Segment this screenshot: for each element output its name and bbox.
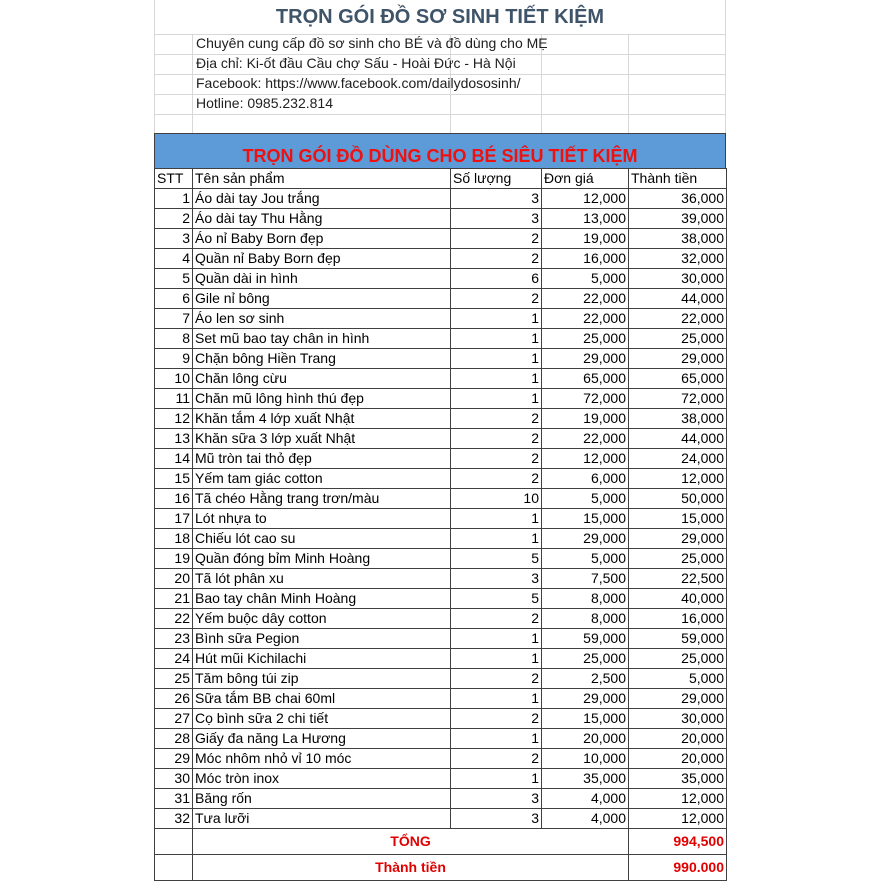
cell-amount: 38,000 bbox=[629, 409, 727, 429]
cell-quantity: 1 bbox=[451, 309, 542, 329]
cell-stt: 14 bbox=[155, 449, 193, 469]
cell-stt: 12 bbox=[155, 409, 193, 429]
table-row bbox=[155, 429, 727, 449]
cell-unit-price: 29,000 bbox=[542, 529, 629, 549]
table-row bbox=[155, 189, 727, 209]
cell-quantity: 2 bbox=[451, 249, 542, 269]
table-body bbox=[155, 189, 727, 829]
cell-unit-price: 12,000 bbox=[542, 189, 629, 209]
table-row bbox=[155, 809, 727, 829]
cell-unit-price: 22,000 bbox=[542, 289, 629, 309]
cell-product-name: Khăn sữa 3 lớp xuất Nhật bbox=[193, 429, 451, 449]
cell-unit-price: 4,000 bbox=[542, 789, 629, 809]
cell-unit-price: 25,000 bbox=[542, 329, 629, 349]
cell-stt: 6 bbox=[155, 289, 193, 309]
table-row bbox=[155, 609, 727, 629]
cell-unit-price: 5,000 bbox=[542, 549, 629, 569]
table-row bbox=[155, 769, 727, 789]
table-row bbox=[155, 269, 727, 289]
column-header-product: Tên sản phẩm bbox=[193, 169, 451, 189]
cell-unit-price: 8,000 bbox=[542, 609, 629, 629]
cell-amount: 29,000 bbox=[629, 529, 727, 549]
cell-stt: 25 bbox=[155, 669, 193, 689]
cell-product-name: Giấy đa năng La Hương bbox=[193, 729, 451, 749]
cell-quantity: 1 bbox=[451, 629, 542, 649]
cell-amount: 35,000 bbox=[629, 769, 727, 789]
cell-stt: 3 bbox=[155, 229, 193, 249]
cell-unit-price: 22,000 bbox=[542, 309, 629, 329]
cell-quantity: 2 bbox=[451, 429, 542, 449]
table-row bbox=[155, 369, 727, 389]
cell-product-name: Chặn bông Hiền Trang bbox=[193, 349, 451, 369]
cell-unit-price: 13,000 bbox=[542, 209, 629, 229]
cell-product-name: Tăm bông túi zip bbox=[193, 669, 451, 689]
table-row bbox=[155, 749, 727, 769]
cell-amount: 30,000 bbox=[629, 709, 727, 729]
cell-amount: 5,000 bbox=[629, 669, 727, 689]
cell-stt: 15 bbox=[155, 469, 193, 489]
cell-stt: 31 bbox=[155, 789, 193, 809]
cell-unit-price: 7,500 bbox=[542, 569, 629, 589]
cell-product-name: Khăn tắm 4 lớp xuất Nhật bbox=[193, 409, 451, 429]
cell-quantity: 3 bbox=[451, 809, 542, 829]
table-row bbox=[155, 569, 727, 589]
cell-product-name: Áo dài tay Thu Hằng bbox=[193, 209, 451, 229]
final-value: 990.000 bbox=[629, 855, 727, 881]
cell-amount: 65,000 bbox=[629, 369, 727, 389]
cell-amount: 36,000 bbox=[629, 189, 727, 209]
cell-quantity: 2 bbox=[451, 409, 542, 429]
gridline bbox=[192, 34, 193, 133]
cell-unit-price: 5,000 bbox=[542, 269, 629, 289]
cell-quantity: 1 bbox=[451, 389, 542, 409]
cell-amount: 22,500 bbox=[629, 569, 727, 589]
cell-amount: 72,000 bbox=[629, 389, 727, 409]
cell-stt: 28 bbox=[155, 729, 193, 749]
cell-product-name: Bình sữa Pegion bbox=[193, 629, 451, 649]
table-header-row bbox=[155, 169, 727, 189]
cell-amount: 44,000 bbox=[629, 289, 727, 309]
cell-amount: 29,000 bbox=[629, 689, 727, 709]
header-block bbox=[154, 0, 726, 133]
cell-unit-price: 22,000 bbox=[542, 429, 629, 449]
cell-stt: 18 bbox=[155, 529, 193, 549]
cell-product-name: Chăn mũ lông hình thú đẹp bbox=[193, 389, 451, 409]
cell-product-name: Áo nỉ Baby Born đẹp bbox=[193, 229, 451, 249]
cell-quantity: 1 bbox=[451, 649, 542, 669]
table-row bbox=[155, 309, 727, 329]
cell-amount: 22,000 bbox=[629, 309, 727, 329]
cell-quantity: 5 bbox=[451, 589, 542, 609]
total-value: 994,500 bbox=[629, 829, 727, 855]
cell-amount: 16,000 bbox=[629, 609, 727, 629]
table-row bbox=[155, 669, 727, 689]
cell-product-name: Tưa lưỡi bbox=[193, 809, 451, 829]
shop-hotline: Hotline: 0985.232.814 bbox=[196, 95, 333, 111]
cell-unit-price: 20,000 bbox=[542, 729, 629, 749]
cell-amount: 12,000 bbox=[629, 789, 727, 809]
cell-quantity: 2 bbox=[451, 669, 542, 689]
cell-stt: 2 bbox=[155, 209, 193, 229]
cell-product-name: Quần dài in hình bbox=[193, 269, 451, 289]
cell-unit-price: 72,000 bbox=[542, 389, 629, 409]
table-row bbox=[155, 709, 727, 729]
final-spacer-cell bbox=[155, 855, 193, 881]
cell-stt: 19 bbox=[155, 549, 193, 569]
column-header-amount: Thành tiền bbox=[629, 169, 727, 189]
cell-quantity: 2 bbox=[451, 709, 542, 729]
cell-amount: 25,000 bbox=[629, 329, 727, 349]
column-header-stt: STT bbox=[155, 169, 193, 189]
cell-stt: 24 bbox=[155, 649, 193, 669]
cell-quantity: 1 bbox=[451, 689, 542, 709]
cell-quantity: 1 bbox=[451, 529, 542, 549]
cell-stt: 23 bbox=[155, 629, 193, 649]
cell-stt: 29 bbox=[155, 749, 193, 769]
cell-amount: 50,000 bbox=[629, 489, 727, 509]
cell-unit-price: 19,000 bbox=[542, 229, 629, 249]
cell-quantity: 2 bbox=[451, 229, 542, 249]
cell-unit-price: 5,000 bbox=[542, 489, 629, 509]
cell-product-name: Tã lót phân xu bbox=[193, 569, 451, 589]
cell-unit-price: 15,000 bbox=[542, 509, 629, 529]
package-banner bbox=[154, 133, 726, 168]
cell-unit-price: 8,000 bbox=[542, 589, 629, 609]
cell-product-name: Băng rốn bbox=[193, 789, 451, 809]
cell-stt: 9 bbox=[155, 349, 193, 369]
cell-unit-price: 16,000 bbox=[542, 249, 629, 269]
cell-stt: 26 bbox=[155, 689, 193, 709]
cell-quantity: 2 bbox=[451, 449, 542, 469]
cell-unit-price: 35,000 bbox=[542, 769, 629, 789]
cell-quantity: 5 bbox=[451, 549, 542, 569]
cell-product-name: Yếm buộc dây cotton bbox=[193, 609, 451, 629]
cell-unit-price: 15,000 bbox=[542, 709, 629, 729]
cell-quantity: 10 bbox=[451, 489, 542, 509]
cell-unit-price: 65,000 bbox=[542, 369, 629, 389]
cell-unit-price: 10,000 bbox=[542, 749, 629, 769]
shop-title: TRỌN GÓI ĐỒ SƠ SINH TIẾT KIỆM bbox=[275, 6, 605, 28]
cell-stt: 13 bbox=[155, 429, 193, 449]
cell-quantity: 1 bbox=[451, 369, 542, 389]
cell-amount: 25,000 bbox=[629, 549, 727, 569]
cell-stt: 22 bbox=[155, 609, 193, 629]
cell-product-name: Quần đóng bỉm Minh Hoàng bbox=[193, 549, 451, 569]
table-row bbox=[155, 489, 727, 509]
product-table bbox=[154, 168, 727, 881]
cell-unit-price: 6,000 bbox=[542, 469, 629, 489]
table-row bbox=[155, 649, 727, 669]
cell-quantity: 2 bbox=[451, 749, 542, 769]
cell-quantity: 1 bbox=[451, 349, 542, 369]
cell-stt: 8 bbox=[155, 329, 193, 349]
table-row bbox=[155, 509, 727, 529]
cell-quantity: 1 bbox=[451, 509, 542, 529]
cell-amount: 32,000 bbox=[629, 249, 727, 269]
cell-product-name: Chiếu lót cao su bbox=[193, 529, 451, 549]
cell-product-name: Quần nỉ Baby Born đẹp bbox=[193, 249, 451, 269]
cell-quantity: 3 bbox=[451, 189, 542, 209]
cell-stt: 27 bbox=[155, 709, 193, 729]
table-row bbox=[155, 589, 727, 609]
table-row bbox=[155, 469, 727, 489]
cell-product-name: Set mũ bao tay chân in hình bbox=[193, 329, 451, 349]
cell-amount: 40,000 bbox=[629, 589, 727, 609]
cell-product-name: Mũ tròn tai thỏ đẹp bbox=[193, 449, 451, 469]
cell-unit-price: 19,000 bbox=[542, 409, 629, 429]
cell-product-name: Hút mũi Kichilachi bbox=[193, 649, 451, 669]
table-row bbox=[155, 209, 727, 229]
table-row bbox=[155, 249, 727, 269]
cell-amount: 15,000 bbox=[629, 509, 727, 529]
cell-stt: 5 bbox=[155, 269, 193, 289]
table-row bbox=[155, 729, 727, 749]
cell-quantity: 3 bbox=[451, 789, 542, 809]
table-row bbox=[155, 349, 727, 369]
cell-stt: 30 bbox=[155, 769, 193, 789]
table-row bbox=[155, 529, 727, 549]
table-row bbox=[155, 289, 727, 309]
cell-product-name: Lót nhựa to bbox=[193, 509, 451, 529]
cell-product-name: Móc nhôm nhỏ vỉ 10 móc bbox=[193, 749, 451, 769]
cell-unit-price: 59,000 bbox=[542, 629, 629, 649]
column-header-quantity: Số lượng bbox=[451, 169, 542, 189]
cell-stt: 16 bbox=[155, 489, 193, 509]
cell-product-name: Sữa tắm BB chai 60ml bbox=[193, 689, 451, 709]
cell-amount: 24,000 bbox=[629, 449, 727, 469]
cell-unit-price: 25,000 bbox=[542, 649, 629, 669]
cell-product-name: Cọ bình sữa 2 chi tiết bbox=[193, 709, 451, 729]
table-row bbox=[155, 329, 727, 349]
cell-product-name: Bao tay chân Minh Hoàng bbox=[193, 589, 451, 609]
cell-stt: 1 bbox=[155, 189, 193, 209]
cell-amount: 29,000 bbox=[629, 349, 727, 369]
cell-quantity: 2 bbox=[451, 609, 542, 629]
table-row bbox=[155, 789, 727, 809]
cell-stt: 7 bbox=[155, 309, 193, 329]
shop-address: Địa chỉ: Ki-ốt đầu Cầu chợ Sấu - Hoài Đức - Hà Nội bbox=[196, 55, 516, 71]
cell-stt: 4 bbox=[155, 249, 193, 269]
cell-quantity: 1 bbox=[451, 769, 542, 789]
cell-quantity: 1 bbox=[451, 729, 542, 749]
cell-amount: 30,000 bbox=[629, 269, 727, 289]
cell-stt: 17 bbox=[155, 509, 193, 529]
cell-product-name: Tã chéo Hằng trang trơn/màu bbox=[193, 489, 451, 509]
cell-quantity: 6 bbox=[451, 269, 542, 289]
table-row bbox=[155, 629, 727, 649]
cell-stt: 21 bbox=[155, 589, 193, 609]
cell-stt: 10 bbox=[155, 369, 193, 389]
cell-amount: 25,000 bbox=[629, 649, 727, 669]
total-label: TỔNG bbox=[193, 829, 629, 855]
cell-amount: 44,000 bbox=[629, 429, 727, 449]
gridline bbox=[628, 34, 629, 133]
shop-facebook: Facebook: https://www.facebook.com/dailydososinh/ bbox=[196, 75, 521, 91]
cell-unit-price: 12,000 bbox=[542, 449, 629, 469]
cell-amount: 59,000 bbox=[629, 629, 727, 649]
cell-product-name: Áo dài tay Jou trắng bbox=[193, 189, 451, 209]
table-row bbox=[155, 449, 727, 469]
cell-quantity: 3 bbox=[451, 569, 542, 589]
cell-product-name: Móc tròn inox bbox=[193, 769, 451, 789]
cell-stt: 11 bbox=[155, 389, 193, 409]
cell-unit-price: 2,500 bbox=[542, 669, 629, 689]
cell-stt: 32 bbox=[155, 809, 193, 829]
cell-amount: 12,000 bbox=[629, 469, 727, 489]
cell-quantity: 3 bbox=[451, 209, 542, 229]
table-row bbox=[155, 389, 727, 409]
cell-product-name: Yếm tam giác cotton bbox=[193, 469, 451, 489]
cell-amount: 39,000 bbox=[629, 209, 727, 229]
cell-quantity: 2 bbox=[451, 289, 542, 309]
cell-product-name: Gile nỉ bông bbox=[193, 289, 451, 309]
cell-stt: 20 bbox=[155, 569, 193, 589]
total-row bbox=[155, 829, 727, 855]
total-spacer-cell bbox=[155, 829, 193, 855]
cell-unit-price: 29,000 bbox=[542, 689, 629, 709]
cell-product-name: Áo len sơ sinh bbox=[193, 309, 451, 329]
cell-unit-price: 4,000 bbox=[542, 809, 629, 829]
final-label: Thành tiền bbox=[193, 855, 629, 881]
cell-amount: 20,000 bbox=[629, 749, 727, 769]
column-header-unit-price: Đơn giá bbox=[542, 169, 629, 189]
table-row bbox=[155, 689, 727, 709]
cell-quantity: 2 bbox=[451, 469, 542, 489]
shop-tagline: Chuyên cung cấp đồ sơ sinh cho BÉ và đồ dùng cho MẸ bbox=[196, 35, 548, 51]
cell-amount: 38,000 bbox=[629, 229, 727, 249]
spreadsheet bbox=[154, 0, 726, 881]
table-row bbox=[155, 409, 727, 429]
cell-amount: 20,000 bbox=[629, 729, 727, 749]
table-row bbox=[155, 229, 727, 249]
cell-unit-price: 29,000 bbox=[542, 349, 629, 369]
table-row bbox=[155, 549, 727, 569]
package-banner-text: TRỌN GÓI ĐỒ DÙNG CHO BÉ SIÊU TIẾT KIỆM bbox=[242, 146, 638, 166]
gridline bbox=[154, 114, 726, 115]
cell-amount: 12,000 bbox=[629, 809, 727, 829]
final-row bbox=[155, 855, 727, 881]
cell-quantity: 1 bbox=[451, 329, 542, 349]
cell-product-name: Chăn lông cừu bbox=[193, 369, 451, 389]
